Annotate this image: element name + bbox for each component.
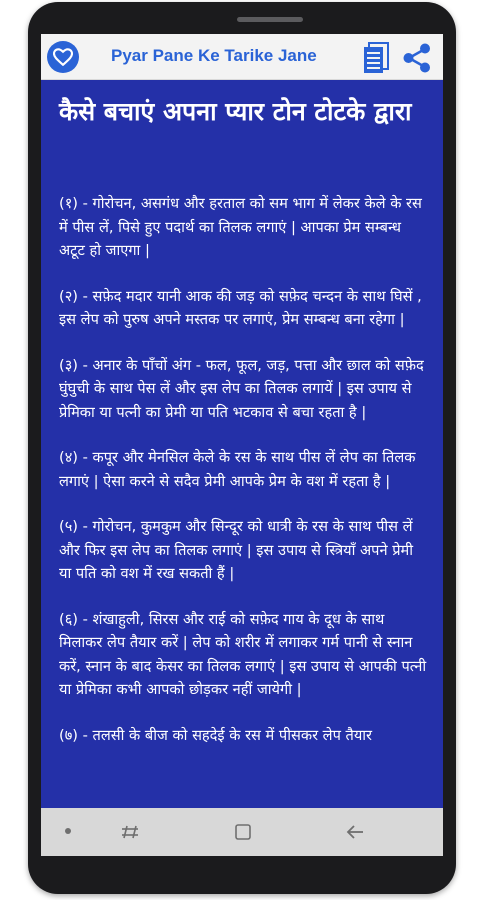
heart-icon[interactable] bbox=[47, 41, 79, 73]
document-icon[interactable] bbox=[363, 42, 389, 74]
article-title: कैसे बचाएं अपना प्यार टोन टोटके द्वारा bbox=[59, 97, 412, 126]
phone-speaker bbox=[237, 17, 303, 22]
recent-apps-icon[interactable] bbox=[119, 822, 141, 842]
home-icon[interactable] bbox=[234, 823, 252, 841]
paragraph: (२) - सफ़ेद मदार यानी आक की जड़ को सफ़ेद चन्दन के साथ घिसें , इस लेप को पुरुष अपने मस्तक पर लगाएं, प्रेम सम्बन्ध बना रहेगा | bbox=[59, 287, 422, 328]
navigation-bar bbox=[41, 808, 443, 856]
share-icon[interactable] bbox=[401, 42, 433, 74]
paragraph: (१) - गोरोचन, असगंध और हरताल को सम भाग में लेकर केले के रस में पीस लें, पिसे हुए पदार्थ का तिलक लगाएं | आपका प्रेम सम्बन्ध अटूट हो जाएगा | bbox=[59, 195, 422, 259]
paragraph: (७) - तलसी के बीज को सहदेई के रस में पीसकर लेप तैयार bbox=[59, 726, 373, 744]
dot-icon bbox=[65, 828, 71, 834]
app-title: Pyar Pane Ke Tarike Jane bbox=[111, 46, 317, 65]
paragraph: (६) - शंखाहुली, सिरस और राई को सफ़ेद गाय के दूध के साथ मिलाकर लेप तैयार करें | लेप को शरीर में लगाकर गर्म पानी से स्नान करें, स्नान के बाद केसर का तिलक लगाएं | इस उपाय से आपकी पत्नी या प्रेमिका कभी आपको छोड़कर नहीं जायेगी | bbox=[59, 610, 427, 698]
article-content[interactable] bbox=[41, 80, 443, 808]
back-icon[interactable] bbox=[345, 822, 365, 842]
paragraph: (३) - अनार के पाँचों अंग - फल, फूल, जड़, पत्ता और छाल को सफ़ेद घुंघुची के साथ पेस लें और इस लेप का तिलक लगायें | इस उपाय से प्रेमिका या पत्नी का प्रेमी या पति भटकाव से बचा रहता है | bbox=[59, 356, 424, 421]
paragraph: (४) - कपूर और मेनसिल केले के रस के साथ पीस लें लेप का तिलक लगाएं | ऐसा करने से सदैव प्रेमी आपके प्रेम के वश में रहता है | bbox=[59, 449, 416, 490]
app-screen bbox=[41, 34, 443, 856]
app-bar bbox=[41, 34, 443, 80]
paragraph: (५) - गोरोचन, कुमकुम और सिन्दूर को धात्री के रस के साथ पीस लें और फिर इस लेप का तिलक लगाएं | इस उपाय से स्त्रियाँ अपने प्रेमी या पति को वश में रख सकती हैं | bbox=[59, 518, 414, 582]
